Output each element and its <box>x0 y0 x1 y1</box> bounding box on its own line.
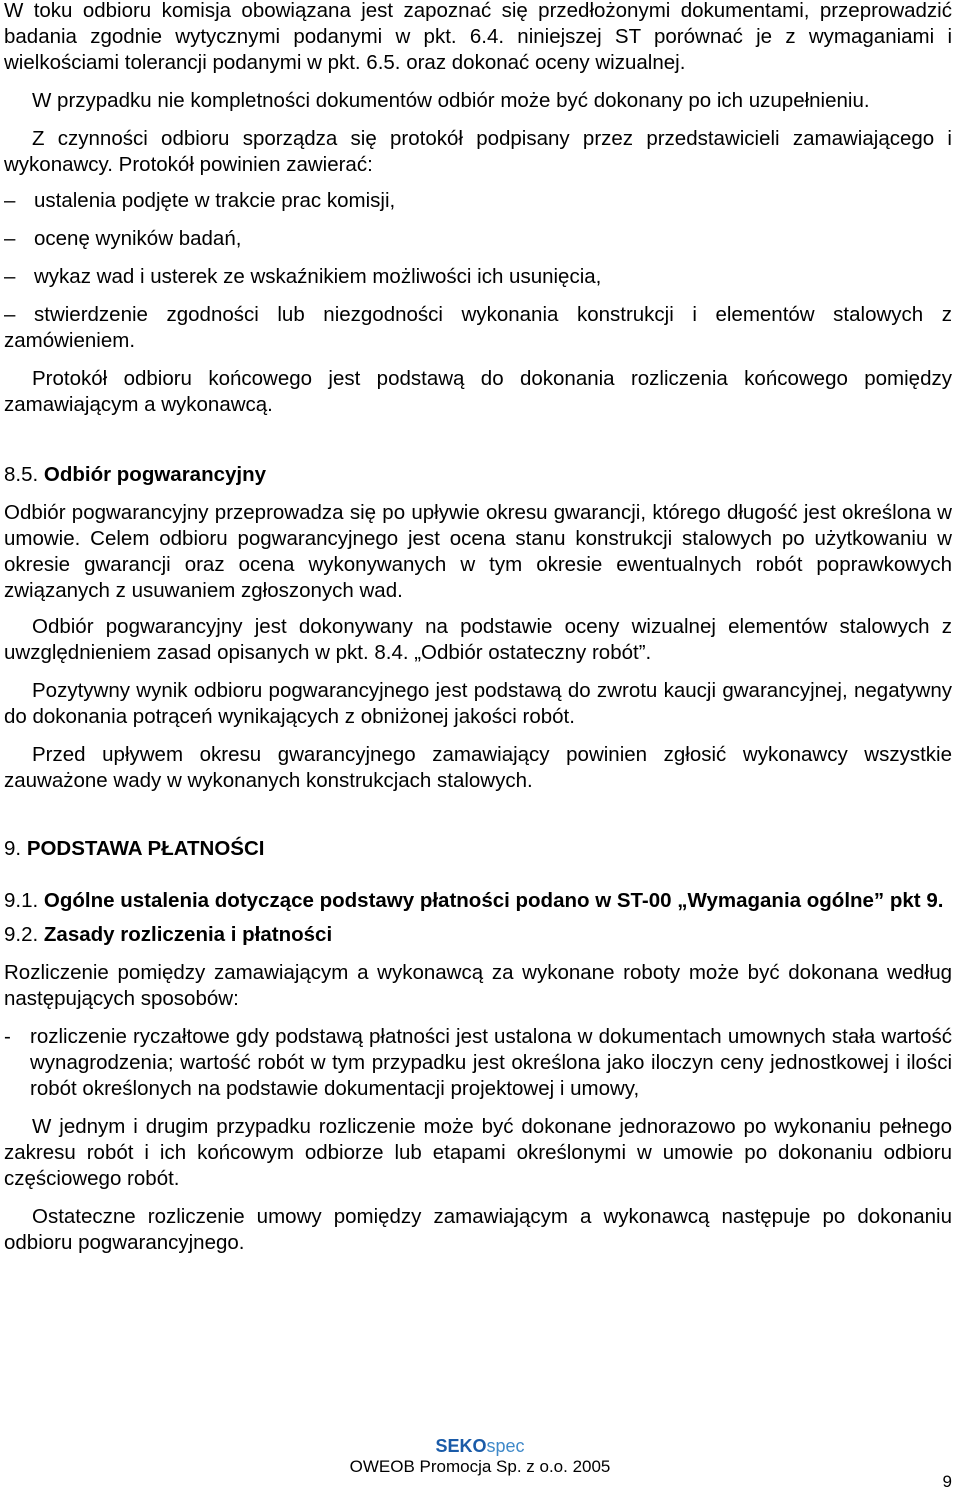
page-footer <box>0 1436 960 1478</box>
protocol-item <box>0 264 960 290</box>
settlement-method-text: rozliczenie ryczałtowe gdy podstawą płatności jest ustalona w dokumentach umownych stała wartość wynagrodzenia; wartość robót w tym przypadku jest określona jako iloczyn ceny jednostkowej i ilości robót określonych na podstawie dokumentacji projektowej i umowy, <box>30 1025 952 1100</box>
dash-bullet: – <box>4 189 16 212</box>
section-number: 9.1. <box>4 889 39 912</box>
protocol-item-text: wykaz wad i usterek ze wskaźnikiem możliwości ich usunięcia, <box>34 265 602 288</box>
section-heading-9 <box>0 836 960 862</box>
section-title: Zasady rozliczenia i płatności <box>43 923 333 946</box>
section-heading-9-2 <box>0 922 960 948</box>
paragraph-settlement-methods: Rozliczenie pomiędzy zamawiającym a wykonawcą za wykonane roboty może być dokonana według następujących sposobów: <box>4 961 952 1010</box>
footer-company: OWEOB Promocja Sp. z o.o. 2005 <box>349 1457 611 1476</box>
paragraph-post-warranty-defects: Przed upływem okresu gwarancyjnego zamawiający powinien zgłosić wykonawcy wszystkie zauważone wady w wykonanych konstrukcjach stalowych. <box>4 743 952 792</box>
dash-bullet: – <box>4 227 16 250</box>
paragraph-post-warranty-basis: Odbiór pogwarancyjny jest dokonywany na podstawie oceny wizualnej elementów stalowych z uwzględnieniem zasad opisanych w pkt. 8.4. „Odbiór ostateczny robót”. <box>4 615 952 664</box>
section-number: 8.5. <box>4 463 39 486</box>
protocol-item-text: ocenę wyników badań, <box>34 227 242 250</box>
brand-logo-bold: SEKO <box>435 1436 487 1456</box>
section-number: 9. <box>4 837 22 860</box>
protocol-item <box>0 188 960 214</box>
section-title: PODSTAWA PŁATNOŚCI <box>26 837 265 860</box>
section-heading-9-1 <box>0 888 960 914</box>
paragraph-post-warranty-definition: Odbiór pogwarancyjny przeprowadza się po upływie okresu gwarancji, którego długość jest określona w umowie. Celem odbioru pogwarancyjnego jest ocena stanu konstrukcji stalowych po użytkowaniu w okresie gwarancji oraz ocena wykonywanych w tym okresie ewentualnych robót poprawkowych związanych z usuwaniem zgłoszonych wad. <box>4 501 952 602</box>
paragraph-final-protocol: Protokół odbioru końcowego jest podstawą do dokonania rozliczenia końcowego pomiędzy zamawiającym a wykonawcą. <box>4 367 952 416</box>
paragraph-settlement-timing: W jednym i drugim przypadku rozliczenie może być dokonane jednorazowo po wykonaniu pełnego zakresu robót i ich końcowym odbiorze lub etapami określonymi w umowie po dokonaniu odbioru częściowego robót. <box>4 1115 952 1190</box>
section-title: Odbiór pogwarancyjny <box>43 463 267 486</box>
protocol-item-text: stwierdzenie zgodności lub niezgodności wykonania konstrukcji i elementów stalowych z zamówieniem. <box>4 303 952 352</box>
protocol-item <box>0 226 960 252</box>
paragraph-protocol-intro: Z czynności odbioru sporządza się protokół podpisany przez przedstawicieli zamawiającego i wykonawcy. Protokół powinien zawierać: <box>4 127 952 176</box>
hyphen-bullet: - <box>4 1025 11 1048</box>
protocol-item-text: ustalenia podjęte w trakcie prac komisji, <box>34 189 396 212</box>
section-number: 9.2. <box>4 923 39 946</box>
section-heading-8-5 <box>0 462 960 488</box>
paragraph-incomplete-documents: W przypadku nie kompletności dokumentów odbiór może być dokonany po ich uzupełnieniu. <box>32 89 870 112</box>
dash-bullet: – <box>4 265 16 288</box>
settlement-method-item <box>0 1024 960 1102</box>
dash-bullet: – <box>4 303 16 326</box>
page-number: 9 <box>942 1472 952 1491</box>
paragraph-final-settlement: Ostateczne rozliczenie umowy pomiędzy zamawiającym a wykonawcą następuje po dokonaniu odbioru pogwarancyjnego. <box>4 1205 952 1254</box>
paragraph-commission-duties: W toku odbioru komisja obowiązana jest zapoznać się przedłożonymi dokumentami, przeprowadzić badania zgodnie wytycznymi podanymi w pkt. 6.4. niniejszej ST porównać je z wymaganiami i wielkościami tolerancji podanymi w pkt. 6.5. oraz dokonać oceny wizualnej. <box>4 0 952 74</box>
section-title: Ogólne ustalenia dotyczące podstawy płatności podano w ST-00 „Wymagania ogólne” pkt 9. <box>43 889 944 912</box>
protocol-item <box>0 302 960 354</box>
brand-logo-light: spec <box>486 1436 525 1456</box>
paragraph-post-warranty-result: Pozytywny wynik odbioru pogwarancyjnego jest podstawą do zwrotu kaucji gwarancyjnej, negatywny do dokonania potrąceń wynikających z obniżonej jakości robót. <box>4 679 952 728</box>
brand-logo <box>0 1436 960 1456</box>
